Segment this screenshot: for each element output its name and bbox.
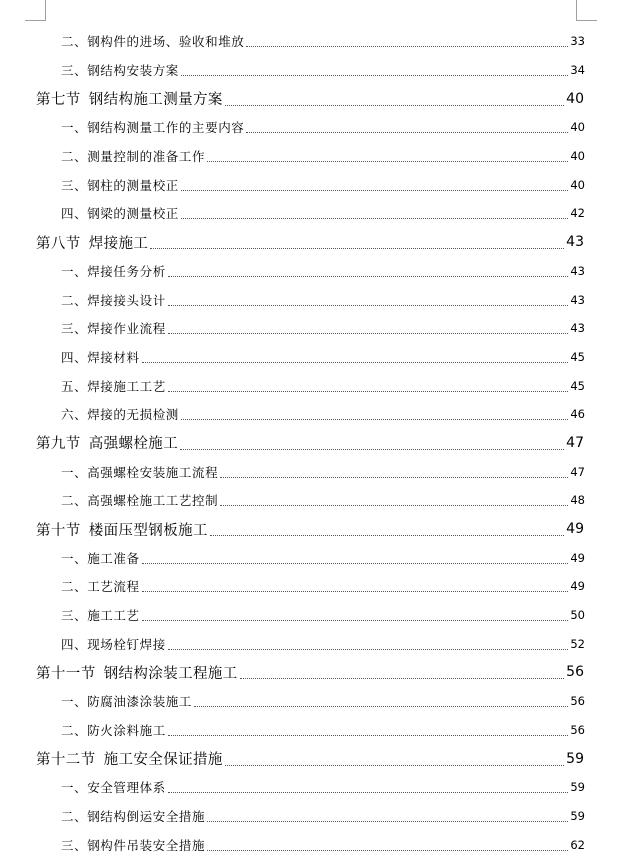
toc-subsection-entry[interactable]: [0, 199, 585, 228]
dot-leader: [220, 476, 568, 478]
toc-section-number: 第十二节: [36, 752, 96, 769]
toc-subsection-entry[interactable]: [0, 113, 585, 142]
dot-leader: [150, 247, 564, 249]
toc-section-entry[interactable]: [0, 515, 584, 544]
margin-corner-mark-left: [25, 0, 46, 21]
toc-entry-title: 五、焊接施工工艺: [61, 378, 166, 394]
toc-page-number: 42: [570, 206, 585, 221]
toc-page-number: 43: [570, 263, 585, 278]
dot-leader: [168, 304, 569, 306]
toc-page-number: 47: [566, 434, 584, 451]
toc-entry-title: 二、防火涂料施工: [61, 722, 166, 738]
toc-entry-title: [36, 748, 223, 769]
dot-leader: [181, 189, 568, 191]
toc-page-number: 46: [570, 407, 585, 422]
toc-subsection-entry[interactable]: [0, 802, 585, 831]
toc-entry-title: 三、施工工艺: [61, 608, 140, 624]
dot-leader: [168, 734, 569, 736]
toc-section-entry[interactable]: [0, 429, 584, 458]
toc-page-number: 48: [570, 493, 585, 508]
toc-entry-title: 一、高强螺栓安装施工流程: [61, 464, 219, 480]
dot-leader: [225, 764, 564, 766]
toc-subsection-entry[interactable]: [0, 687, 585, 716]
dot-leader: [220, 504, 568, 506]
toc-page-number: 43: [566, 234, 584, 251]
dot-leader: [181, 418, 568, 420]
toc-page-number: 43: [570, 292, 585, 307]
dot-leader: [168, 791, 569, 793]
toc-subsection-entry[interactable]: [0, 343, 585, 372]
toc-entry-title: [36, 519, 208, 540]
dot-leader: [181, 74, 568, 76]
toc-section-number: 第十节: [36, 522, 81, 539]
dot-leader: [168, 390, 569, 392]
toc-entry-title: 三、钢结构安装方案: [61, 63, 179, 79]
toc-entry-title: [36, 662, 238, 683]
toc-page-number: 62: [570, 837, 585, 852]
toc-subsection-entry[interactable]: [0, 400, 585, 429]
toc-page-number: 40: [570, 149, 585, 164]
dot-leader: [142, 590, 569, 592]
toc-page-number: 49: [570, 550, 585, 565]
toc-section-number: 第九节: [36, 436, 81, 453]
toc-section-title: 钢结构施工测量方案: [88, 92, 223, 109]
toc-subsection-entry[interactable]: [0, 773, 585, 802]
toc-page-number: 47: [570, 464, 585, 479]
toc-page-number: 59: [566, 750, 584, 767]
toc-subsection-entry[interactable]: [0, 629, 585, 658]
toc-page-number: 49: [566, 521, 584, 538]
dot-leader: [246, 131, 568, 133]
toc-subsection-entry[interactable]: [0, 142, 585, 171]
dot-leader: [246, 45, 568, 47]
toc-section-title: 高强螺栓施工: [88, 436, 179, 453]
dot-leader: [210, 534, 564, 536]
toc-entry-title: 三、焊接作业流程: [61, 321, 166, 337]
toc-section-entry[interactable]: [0, 744, 584, 773]
toc-subsection-entry[interactable]: [0, 285, 585, 314]
toc-page-number: 45: [570, 378, 585, 393]
toc-page-number: 56: [570, 722, 585, 737]
dot-leader: [142, 361, 569, 363]
toc-entry-title: 二、工艺流程: [61, 579, 140, 595]
toc-page-number: 56: [566, 664, 584, 681]
toc-page-number: 56: [570, 694, 585, 709]
dot-leader: [225, 104, 564, 106]
dot-leader: [240, 677, 564, 679]
toc-page-number: 40: [570, 177, 585, 192]
toc-entry-title: [36, 88, 223, 109]
toc-entry-title: 一、钢结构测量工作的主要内容: [61, 120, 245, 136]
dot-leader: [168, 332, 569, 334]
toc-page-number: 33: [570, 34, 585, 49]
toc-subsection-entry[interactable]: [0, 457, 585, 486]
toc-section-entry[interactable]: [0, 84, 584, 113]
toc-subsection-entry[interactable]: [0, 371, 585, 400]
toc-subsection-entry[interactable]: [0, 601, 585, 630]
toc-entry-title: 二、高强螺栓施工工艺控制: [61, 493, 219, 509]
toc-entry-title: 三、钢柱的测量校正: [61, 177, 179, 193]
toc-subsection-entry[interactable]: [0, 170, 585, 199]
dot-leader: [168, 275, 569, 277]
dot-leader: [142, 562, 569, 564]
dot-leader: [194, 705, 568, 707]
toc-subsection-entry[interactable]: [0, 314, 585, 343]
toc-section-title: 焊接施工: [88, 235, 149, 252]
toc-entry-title: [36, 432, 178, 453]
toc-entry-title: 二、测量控制的准备工作: [61, 149, 206, 165]
toc-entry-title: 四、现场栓钉焊接: [61, 636, 166, 652]
toc-page-number: 50: [570, 608, 585, 623]
toc-subsection-entry[interactable]: [0, 257, 585, 286]
toc-entry-title: 二、钢结构倒运安全措施: [61, 808, 206, 824]
dot-leader: [207, 160, 568, 162]
dot-leader: [168, 648, 569, 650]
toc-page-number: 40: [566, 90, 584, 107]
toc-subsection-entry[interactable]: [0, 543, 585, 572]
toc-entry-title: 一、施工准备: [61, 550, 140, 566]
toc-entry-title: 一、安全管理体系: [61, 780, 166, 796]
toc-entry-title: 三、钢构件吊装安全措施: [61, 837, 206, 853]
toc-subsection-entry[interactable]: [0, 27, 585, 56]
toc-page-number: 59: [570, 780, 585, 795]
toc-subsection-entry[interactable]: [0, 716, 585, 745]
toc-section-number: 第八节: [36, 235, 81, 252]
toc-entry-title: 二、钢构件的进场、验收和堆放: [61, 34, 245, 50]
toc-entry-title: 一、焊接任务分析: [61, 263, 166, 279]
toc-page-number: 52: [570, 636, 585, 651]
dot-leader: [181, 217, 568, 219]
toc-page-number: 34: [570, 63, 585, 78]
toc-page-number: 43: [570, 321, 585, 336]
toc-section-title: 钢结构涂装工程施工: [103, 665, 238, 682]
toc-subsection-entry[interactable]: [0, 572, 585, 601]
dot-leader: [207, 820, 568, 822]
toc-entry-title: 一、防腐油漆涂装施工: [61, 694, 193, 710]
dot-leader: [142, 619, 569, 621]
margin-corner-mark-right: [576, 0, 597, 21]
toc-entry-title: [36, 232, 148, 253]
table-of-contents: [0, 27, 621, 859]
toc-section-entry[interactable]: [0, 658, 584, 687]
toc-subsection-entry[interactable]: [0, 56, 585, 85]
toc-section-number: 第七节: [36, 92, 81, 109]
toc-subsection-entry[interactable]: [0, 830, 585, 859]
toc-page-number: 45: [570, 349, 585, 364]
toc-section-number: 第十一节: [36, 665, 96, 682]
toc-subsection-entry[interactable]: [0, 486, 585, 515]
toc-section-title: 施工安全保证措施: [103, 752, 223, 769]
dot-leader: [180, 448, 564, 450]
toc-page-number: 59: [570, 808, 585, 823]
toc-entry-title: 四、钢梁的测量校正: [61, 206, 179, 222]
toc-section-title: 楼面压型钢板施工: [88, 522, 208, 539]
toc-section-entry[interactable]: [0, 228, 584, 257]
toc-entry-title: 二、焊接接头设计: [61, 292, 166, 308]
toc-page-number: 49: [570, 579, 585, 594]
toc-entry-title: 六、焊接的无损检测: [61, 407, 179, 423]
toc-page-number: 40: [570, 120, 585, 135]
toc-entry-title: 四、焊接材料: [61, 349, 140, 365]
